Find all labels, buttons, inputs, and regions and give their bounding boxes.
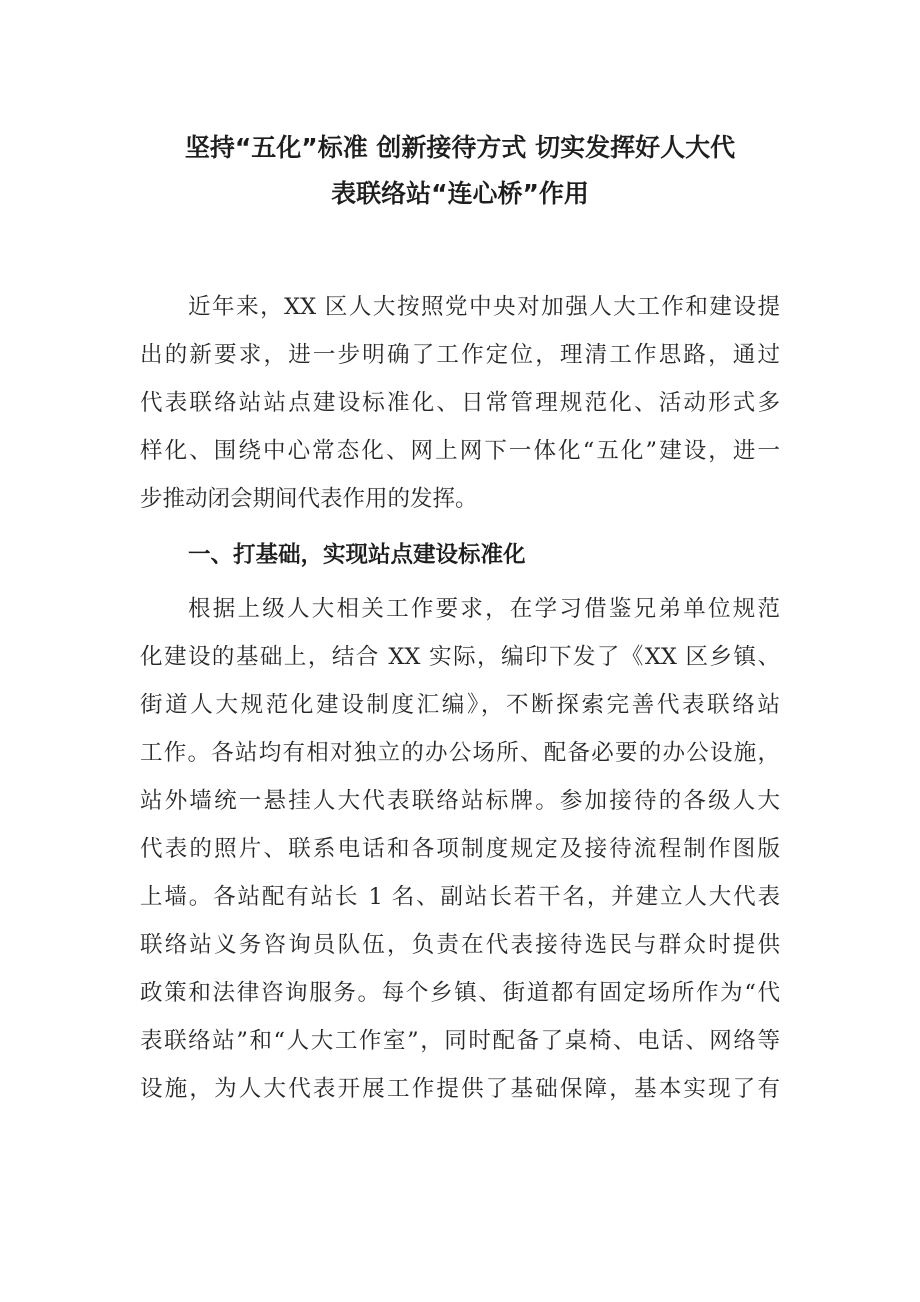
document-title-line-2: 表联络站“连心桥”作用	[331, 179, 589, 208]
section1-line-2: 化建设的基础上，结合 XX 实际，编印下发了《XX 区乡镇、	[140, 644, 780, 670]
intro-line-1: 近年来，XX 区人大按照党中央对加强人大工作和建设提	[188, 294, 780, 320]
section1-line-8: 联络站义务咨询员队伍，负责在代表接待选民与群众时提供	[140, 932, 780, 958]
section1-line-11: 设施，为人大代表开展工作提供了基础保障，基本实现了有	[140, 1076, 780, 1102]
section-heading-1: 一、打基础，实现站点建设标准化	[188, 542, 526, 568]
section1-line-10: 表联络站”和“人大工作室”，同时配备了桌椅、电话、网络等	[140, 1028, 780, 1054]
intro-line-2: 出的新要求，进一步明确了工作定位，理清工作思路，通过	[140, 342, 780, 368]
intro-line-4: 样化、围绕中心常态化、网上网下一体化“五化”建设，进一	[140, 438, 780, 464]
section1-line-1: 根据上级人大相关工作要求，在学习借鉴兄弟单位规范	[188, 596, 780, 622]
intro-line-3: 代表联络站站点建设标准化、日常管理规范化、活动形式多	[140, 390, 780, 416]
section1-line-3: 街道人大规范化建设制度汇编》，不断探索完善代表联络站	[140, 692, 780, 718]
section1-line-4: 工作。各站均有相对独立的办公场所、配备必要的办公设施，	[140, 740, 780, 766]
section1-line-7: 上墙。各站配有站长 1 名、副站长若干名，并建立人大代表	[140, 884, 780, 910]
section1-line-9: 政策和法律咨询服务。每个乡镇、街道都有固定场所作为“代	[140, 980, 780, 1006]
section1-line-5: 站外墙统一悬挂人大代表联络站标牌。参加接待的各级人大	[140, 788, 780, 814]
intro-line-5: 步推动闭会期间代表作用的发挥。	[140, 486, 478, 512]
document-title-line-1: 坚持“五化”标准 创新接待方式 切实发挥好人大代	[184, 133, 736, 162]
section1-line-6: 代表的照片、联系电话和各项制度规定及接待流程制作图版	[140, 836, 780, 862]
